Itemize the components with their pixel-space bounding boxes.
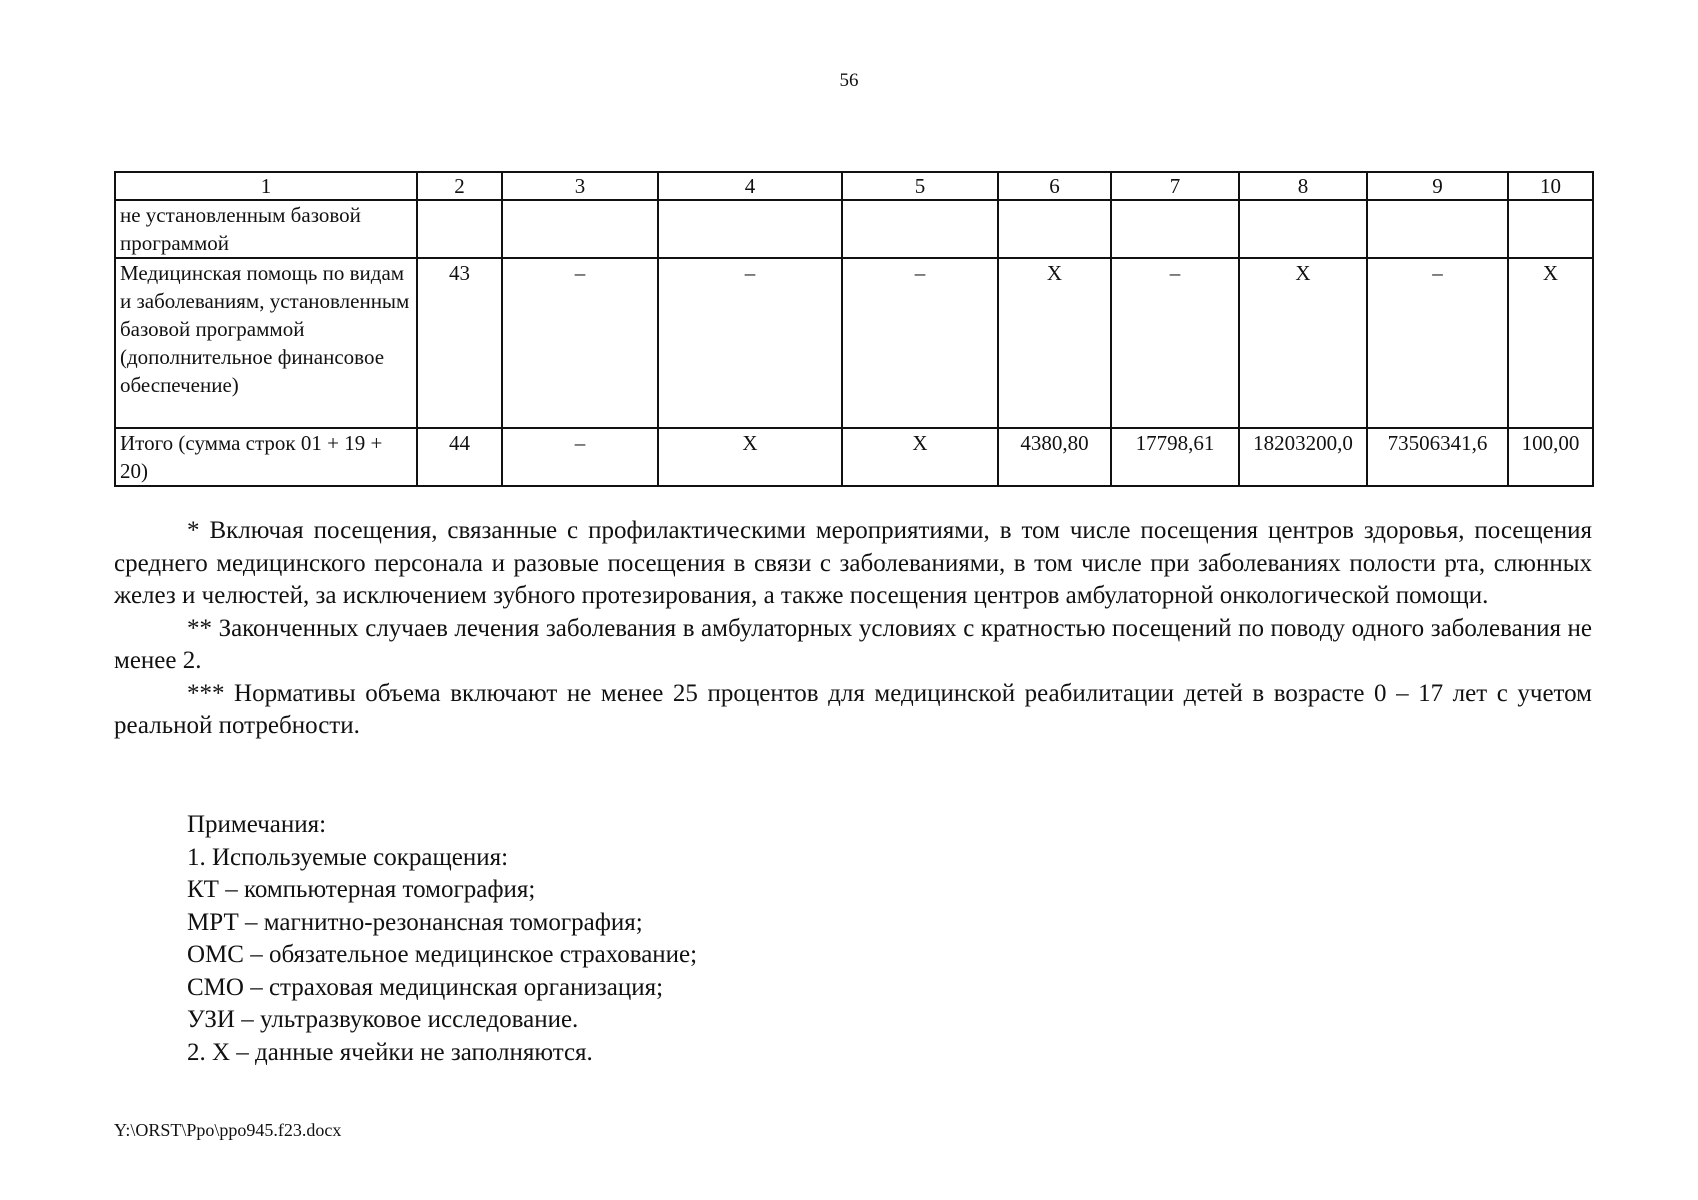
table-cell [998, 200, 1111, 258]
table-cell: 73506341,6 [1367, 428, 1508, 486]
column-number: 3 [502, 172, 658, 200]
column-number: 2 [417, 172, 502, 200]
column-number: 6 [998, 172, 1111, 200]
table-cell: Х [998, 258, 1111, 428]
remark-line: КТ – компьютерная томография; [187, 876, 536, 903]
footnotes [114, 515, 1592, 743]
file-path: Y:\ORST\Ppo\ppo945.f23.docx [114, 1120, 342, 1140]
table-cell: Х [1508, 258, 1593, 428]
table-row [115, 200, 1593, 258]
table-cell: 17798,61 [1111, 428, 1239, 486]
table-cell [842, 200, 998, 258]
table-cell: – [502, 258, 658, 428]
footnote: * Включая посещения, связанные с профилактическими мероприятиями, в том числе посещения центров здоровья, посещения среднего медицинского персонала и разовые посещения в связи с заболеваниями, в том числе при заболеваниях полости рта, слюнных желез и челюстей, за исключением зубного протезирования, а также посещения центров амбулаторной онкологической помощи. [114, 517, 1592, 609]
row-name: Медицинская помощь по видам и заболеваниям, установленным базовой программой (дополнительное финансовое обеспечение) [115, 258, 417, 428]
table-cell: Х [842, 428, 998, 486]
footnote: *** Нормативы объема включают не менее 25 процентов для медицинской реабилитации детей в возрасте 0 – 17 лет с учетом реальной потребности. [114, 679, 1592, 739]
table-cell: – [842, 258, 998, 428]
table-cell [502, 200, 658, 258]
column-number: 4 [658, 172, 842, 200]
table-cell: Х [1239, 258, 1367, 428]
page-number: 56 [839, 70, 859, 91]
table-cell: – [1367, 258, 1508, 428]
table-cell: – [502, 428, 658, 486]
remarks-title: Примечания: [187, 811, 327, 838]
table-cell [1111, 200, 1239, 258]
table-cell: 43 [417, 258, 502, 428]
table-cell: – [1111, 258, 1239, 428]
column-number: 9 [1367, 172, 1508, 200]
remark-line: СМО – страховая медицинская организация; [187, 973, 664, 1001]
table-cell [417, 200, 502, 258]
table-cell [1508, 200, 1593, 258]
table-cell: 44 [417, 428, 502, 486]
table-header-row [115, 172, 1593, 200]
table-cell: 4380,80 [998, 428, 1111, 486]
table-cell [1367, 200, 1508, 258]
footnote: ** Законченных случаев лечения заболевания в амбулаторных условиях с кратностью посещений по поводу одного заболевания не менее 2. [114, 614, 1592, 674]
table-cell: 100,00 [1508, 428, 1593, 486]
row-name: не установленным базовой программой [115, 200, 417, 258]
table-cell: 18203200,0 [1239, 428, 1367, 486]
row-name: Итого (сумма строк 01 + 19 + 20) [115, 428, 417, 486]
column-number: 7 [1111, 172, 1239, 200]
column-number: 5 [842, 172, 998, 200]
table-cell [658, 200, 842, 258]
table-cell [1239, 200, 1367, 258]
table-row [115, 258, 1593, 428]
table-cell: – [658, 258, 842, 428]
remark-line: 1. Используемые сокращения: [187, 843, 509, 871]
remarks [187, 809, 1487, 1069]
remark-line: ОМС – обязательное медицинское страхование; [187, 941, 698, 968]
table-cell: Х [658, 428, 842, 486]
table-row [115, 428, 1593, 486]
column-number: 1 [115, 172, 417, 200]
remark-line: МРТ – магнитно-резонансная томография; [187, 908, 643, 936]
column-number: 8 [1239, 172, 1367, 200]
remark-line: УЗИ – ультразвуковое исследование. [187, 1006, 579, 1033]
remark-line: 2. Х – данные ячейки не заполняются. [187, 1038, 593, 1066]
column-number: 10 [1508, 172, 1593, 200]
data-table [114, 171, 1594, 487]
